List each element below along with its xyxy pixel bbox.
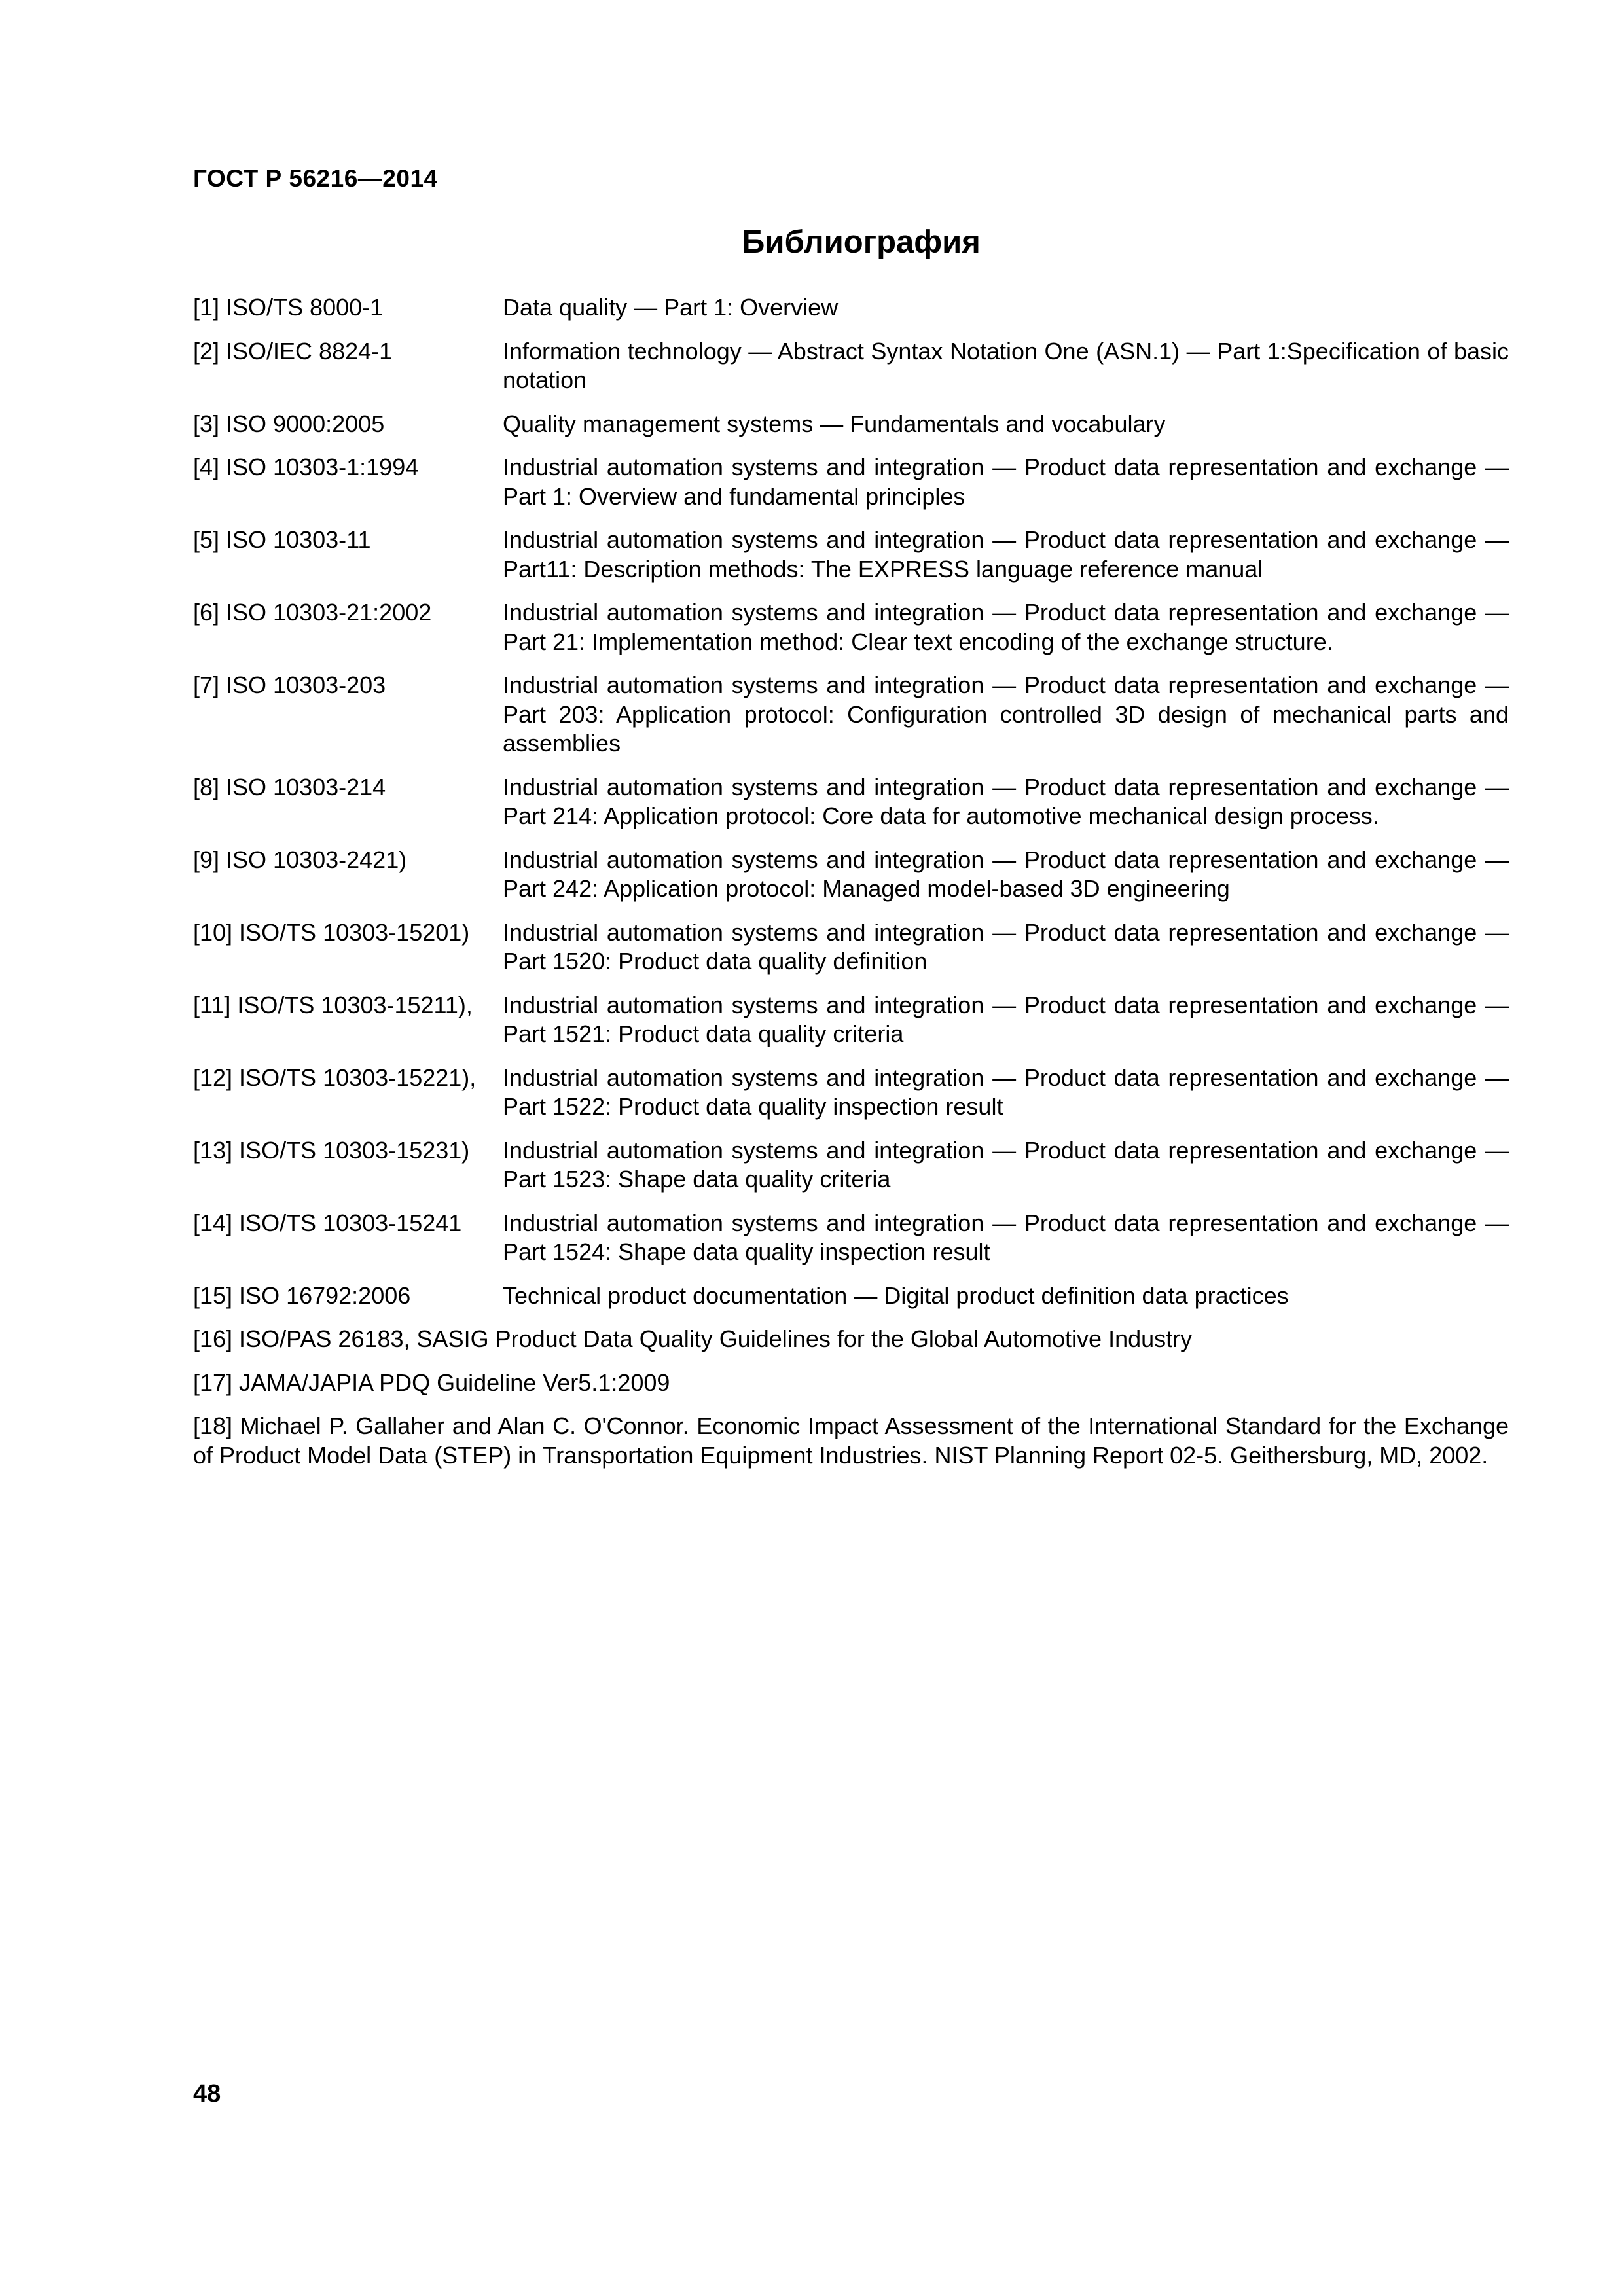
- bibliography-full-text: [18] Michael P. Gallaher and Alan C. O'Connor. Economic Impact Assessment of the International Standard for the Exchange of Product Model Data (STEP) in Transportation Equipment Industries. NIST Planning Report 02-5. Geithersburg, MD, 2002.: [193, 1412, 1509, 1469]
- bibliography-full-text: [17] JAMA/JAPIA PDQ Guideline Ver5.1:2009: [193, 1369, 670, 1396]
- bibliography-desc: Industrial automation systems and integration — Product data representation and exchange — Part 1523: Shape data quality criteria: [503, 1136, 1509, 1193]
- bibliography-entry: [193, 1412, 1509, 1470]
- bibliography-list: [193, 293, 1509, 1484]
- bibliography-entry: [193, 671, 1509, 759]
- bibliography-desc: Industrial automation systems and integration — Product data representation and exchange — Part 1524: Shape data quality inspection result: [503, 1209, 1509, 1265]
- bibliography-ref: [7] ISO 10303-203: [193, 672, 386, 698]
- bibliography-desc: Industrial automation systems and integration — Product data representation and exchange — Part 1: Overview and fundamental principles: [503, 454, 1509, 510]
- bibliography-desc: Industrial automation systems and integration — Product data representation and exchange — Part 1521: Product data quality criteria: [503, 991, 1509, 1047]
- page-number: 48: [193, 2080, 221, 2108]
- bibliography-entry: [193, 526, 1509, 584]
- section-title: Библиография: [742, 224, 981, 260]
- bibliography-entry: [193, 1136, 1509, 1194]
- bibliography-desc: Information technology — Abstract Syntax Notation One (ASN.1) — Part 1:Specification of basic notation: [503, 337, 1509, 393]
- bibliography-desc: Industrial automation systems and integration — Product data representation and exchange —Part 203: Application protocol: Configuration controlled 3D design of mechanical parts and assemblies: [503, 672, 1509, 757]
- bibliography-entry: [193, 453, 1509, 511]
- bibliography-entry: [193, 846, 1509, 904]
- bibliography-entry: [193, 293, 1509, 323]
- bibliography-entry: [193, 1325, 1509, 1354]
- bibliography-entry: [193, 1209, 1509, 1267]
- bibliography-ref: [13] ISO/TS 10303-15231): [193, 1136, 470, 1164]
- bibliography-ref: [9] ISO 10303-2421): [193, 846, 407, 873]
- bibliography-entry: [193, 1064, 1509, 1122]
- bibliography-entry: [193, 1282, 1509, 1311]
- bibliography-ref: [1] ISO/TS 8000-1: [193, 294, 384, 321]
- bibliography-entry: [193, 410, 1509, 439]
- bibliography-ref: [15] ISO 16792:2006: [193, 1282, 411, 1309]
- bibliography-entry: [193, 1369, 1509, 1398]
- bibliography-entry: [193, 337, 1509, 395]
- bibliography-entry: [193, 598, 1509, 656]
- bibliography-ref: [2] ISO/IEC 8824-1: [193, 337, 393, 365]
- bibliography-ref: [14] ISO/TS 10303-15241: [193, 1209, 462, 1236]
- bibliography-desc: Industrial automation systems and integration — Product data representation and exchange — Part 21: Implementation method: Clear text encoding of the exchange structure.: [503, 599, 1509, 655]
- bibliography-ref: [8] ISO 10303-214: [193, 773, 386, 800]
- bibliography-desc: Industrial automation systems and integration — Product data representation and exchange — Part 214: Application protocol: Core data for automotive mechanical design process.: [503, 773, 1509, 829]
- bibliography-ref: [12] ISO/TS 10303-15221),: [193, 1064, 477, 1091]
- bibliography-desc: Industrial automation systems and integration — Product data representation and exchange — Part 242: Application protocol: Managed model-based 3D engineering: [503, 846, 1509, 902]
- bibliography-desc: Industrial automation systems and integration — Product data representation and exchange — Part11: Description methods: The EXPRESS language reference manual: [503, 526, 1509, 583]
- bibliography-desc: Quality management systems — Fundamentals and vocabulary: [503, 410, 1166, 437]
- bibliography-desc: Technical product documentation — Digital product definition data practices: [503, 1282, 1289, 1309]
- bibliography-ref: [10] ISO/TS 10303-15201): [193, 918, 470, 946]
- bibliography-ref: [4] ISO 10303-1:1994: [193, 454, 419, 480]
- bibliography-desc: Industrial automation systems and integration — Product data representation and exchange — Part 1522: Product data quality inspection result: [503, 1064, 1509, 1120]
- bibliography-ref: [11] ISO/TS 10303-15211),: [193, 991, 473, 1018]
- bibliography-entry: [193, 918, 1509, 977]
- bibliography-ref: [5] ISO 10303-11: [193, 526, 371, 553]
- bibliography-full-text: [16] ISO/PAS 26183, SASIG Product Data Quality Guidelines for the Global Automotive Industry: [193, 1325, 1193, 1352]
- bibliography-entry: [193, 991, 1509, 1049]
- bibliography-entry: [193, 773, 1509, 831]
- bibliography-desc: Data quality — Part 1: Overview: [503, 294, 839, 321]
- bibliography-ref: [3] ISO 9000:2005: [193, 410, 385, 437]
- document-header: ГОСТ Р 56216—2014: [193, 165, 438, 192]
- bibliography-desc: Industrial automation systems and integration — Product data representation and exchange — Part 1520: Product data quality definition: [503, 918, 1509, 975]
- bibliography-ref: [6] ISO 10303-21:2002: [193, 599, 432, 626]
